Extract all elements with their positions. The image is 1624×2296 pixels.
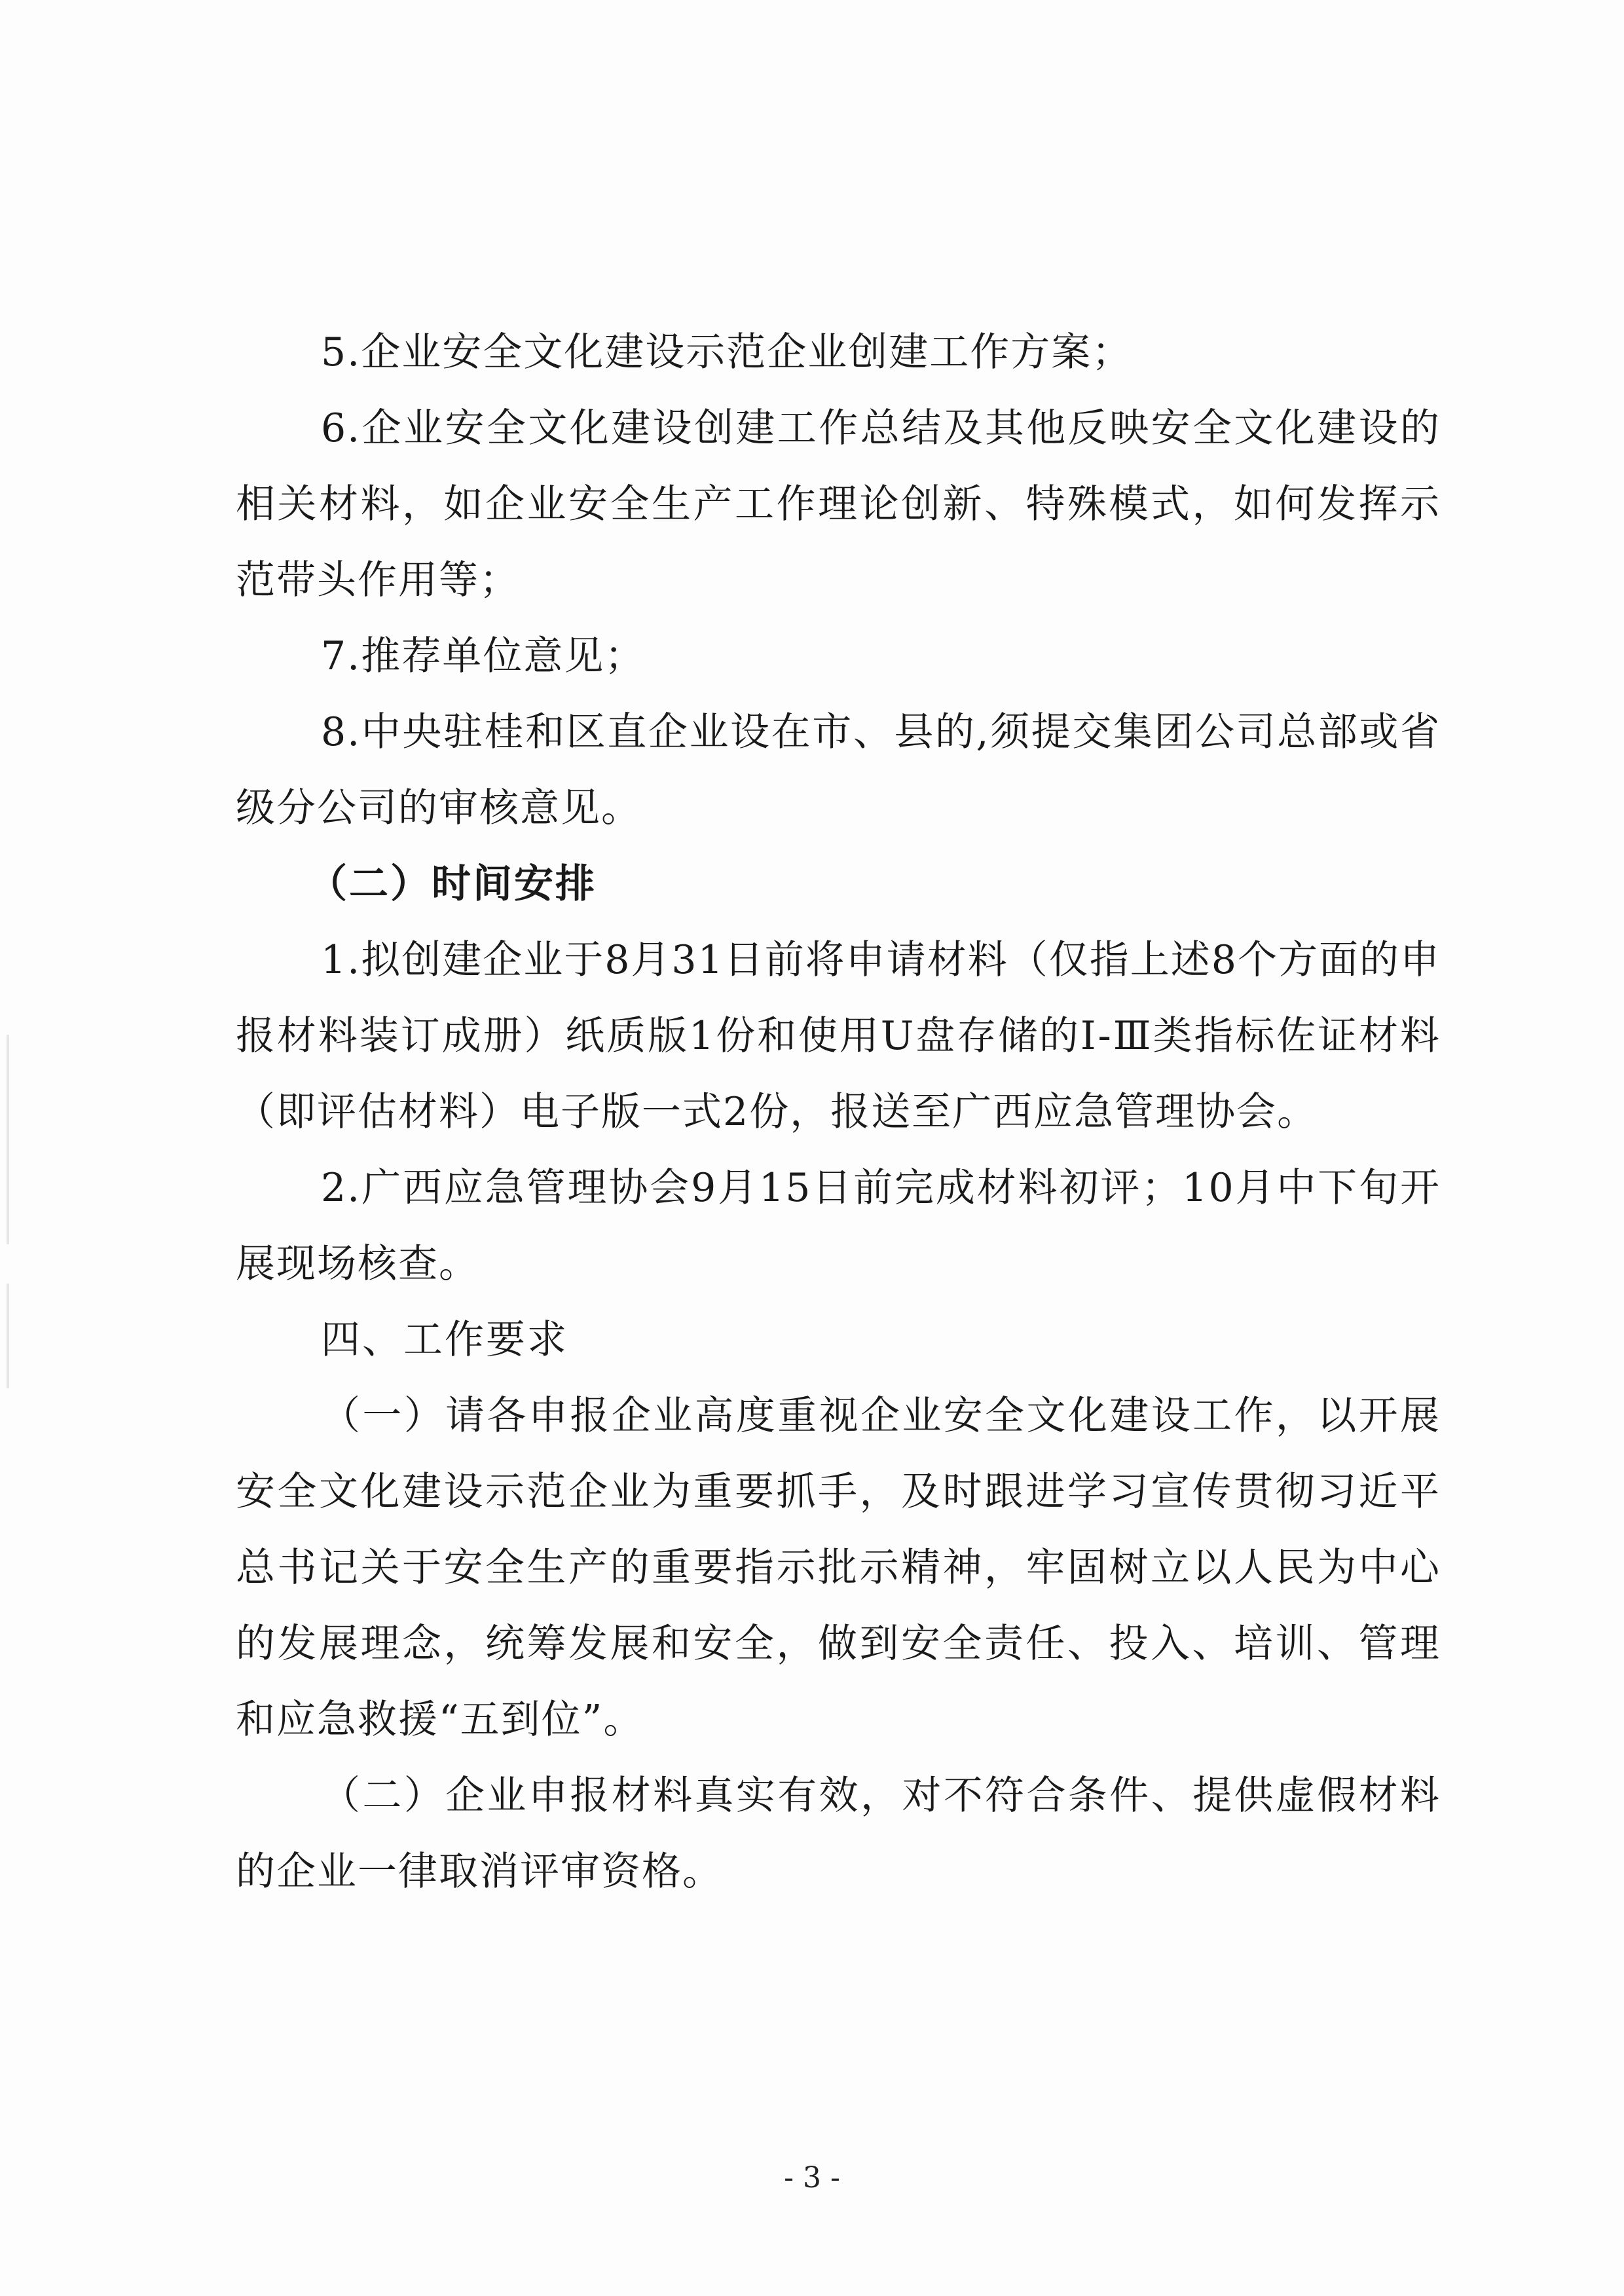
- list-item-7: 7.推荐单位意见；: [321, 633, 646, 679]
- scan-edge-mark: [7, 1284, 9, 1388]
- section-heading-requirements: 四、工作要求: [321, 1317, 568, 1363]
- list-item-8: 8.中央驻桂和区直企业设在市、县的,须提交集团公司总部或省级分公司的审核意见。: [236, 709, 1441, 831]
- schedule-item-1: 1.拟创建企业于8月31日前将申请材料（仅指上述8个方面的申报材料装订成册）纸质版1份和使用U盘存储的Ⅰ-Ⅲ类指标佐证材料（即评估材料）电子版一式2份，报送至广西应急管理协会。: [236, 937, 1441, 1135]
- page-number: - 3 -: [784, 2161, 840, 2194]
- list-item-5: 5.企业安全文化建设示范企业创建工作方案；: [321, 329, 1133, 375]
- document-body: [236, 314, 1441, 1910]
- list-item-6: 6.企业安全文化建设创建工作总结及其他反映安全文化建设的相关材料，如企业安全生产工作理论创新、特殊模式，如何发挥示范带头作用等；: [236, 405, 1441, 603]
- schedule-item-2: 2.广西应急管理协会9月15日前完成材料初评；10月中下旬开展现场核查。: [236, 1165, 1441, 1287]
- scan-edge-mark: [7, 1035, 9, 1244]
- requirement-item-2: （二）企业申报材料真实有效，对不符合条件、提供虚假材料的企业一律取消评审资格。: [236, 1773, 1441, 1895]
- requirement-item-1: （一）请各申报企业高度重视企业安全文化建设工作，以开展安全文化建设示范企业为重要抓手，及时跟进学习宣传贯彻习近平总书记关于安全生产的重要指示批示精神，牢固树立以人民为中心的发展理念，统筹发展和安全，做到安全责任、投入、培训、管理和应急救援“五到位”。: [236, 1393, 1441, 1743]
- section-subheading-schedule: （二）时间安排: [308, 861, 597, 907]
